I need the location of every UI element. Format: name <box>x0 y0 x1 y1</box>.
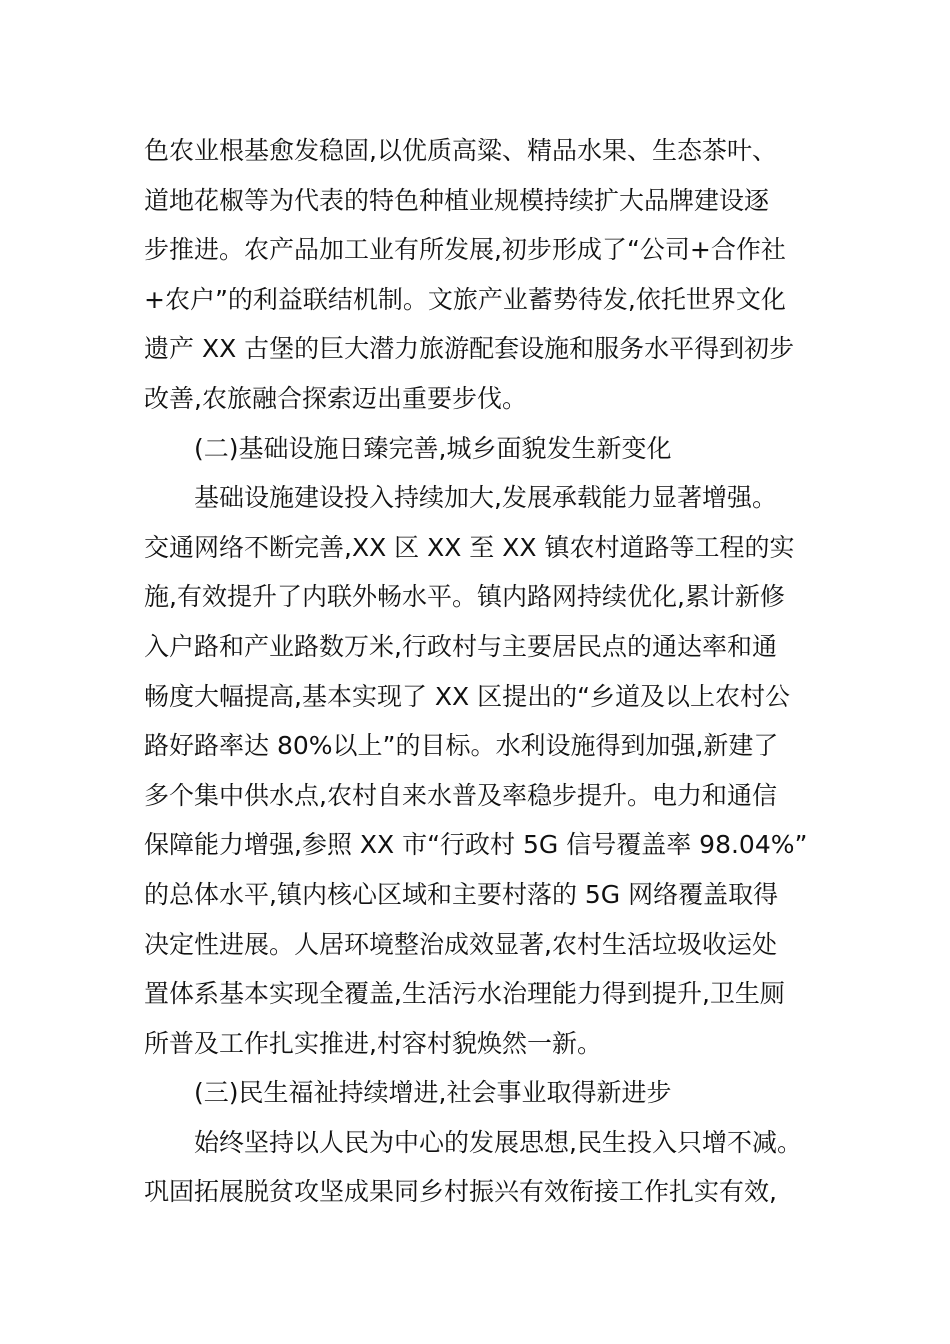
section-heading: (三)民生福祉持续增进,社会事业取得新进步 <box>194 1078 672 1108</box>
paragraph-line: +农户”的利益联结机制。文旅产业蓄势待发,依托世界文化 <box>144 284 786 314</box>
paragraph-line: 保障能力增强,参照 XX 市“行政村 5G 信号覆盖率 98.04%” <box>144 830 808 860</box>
paragraph-line: 所普及工作扎实推进,村容村貌焕然一新。 <box>144 1028 602 1058</box>
paragraph-line: 的总体水平,镇内核心区域和主要村落的 5G 网络覆盖取得 <box>144 879 779 909</box>
paragraph-line: 改善,农旅融合探索迈出重要步伐。 <box>144 383 527 413</box>
paragraph-line: 遗产 XX 古堡的巨大潜力旅游配套设施和服务水平得到初步 <box>144 334 795 364</box>
paragraph-line: 道地花椒等为代表的特色种植业规模持续扩大品牌建设逐 <box>144 185 770 215</box>
paragraph-line: 施,有效提升了内联外畅水平。镇内路网持续优化,累计新修 <box>144 582 785 612</box>
document-body <box>144 126 824 1217</box>
paragraph-line: 多个集中供水点,农村自来水普及率稳步提升。电力和通信 <box>144 780 777 810</box>
paragraph-line: 置体系基本实现全覆盖,生活污水治理能力得到提升,卫生厕 <box>144 979 785 1009</box>
paragraph-line: 畅度大幅提高,基本实现了 XX 区提出的“乡道及以上农村公 <box>144 681 791 711</box>
paragraph-line: 步推进。农产品加工业有所发展,初步形成了“公司+合作社 <box>144 235 786 265</box>
paragraph-line: 交通网络不断完善,XX 区 XX 至 XX 镇农村道路等工程的实 <box>144 532 795 562</box>
paragraph-line: 入户路和产业路数万米,行政村与主要居民点的通达率和通 <box>144 631 777 661</box>
paragraph-line: 基础设施建设投入持续加大,发展承载能力显著增强。 <box>194 483 777 513</box>
paragraph-line: 色农业根基愈发稳固,以优质高粱、精品水果、生态茶叶、 <box>144 136 777 165</box>
paragraph-line: 始终坚持以人民为中心的发展思想,民生投入只增不减。 <box>194 1127 802 1157</box>
paragraph-line: 巩固拓展脱贫攻坚成果同乡村振兴有效衔接工作扎实有效, <box>144 1177 777 1207</box>
paragraph-line: 路好路率达 80%以上”的目标。水利设施得到加强,新建了 <box>144 731 779 761</box>
paragraph-line: 决定性进展。人居环境整治成效显著,农村生活垃圾收运处 <box>144 929 777 959</box>
section-heading: (二)基础设施日臻完善,城乡面貌发生新变化 <box>194 433 672 463</box>
